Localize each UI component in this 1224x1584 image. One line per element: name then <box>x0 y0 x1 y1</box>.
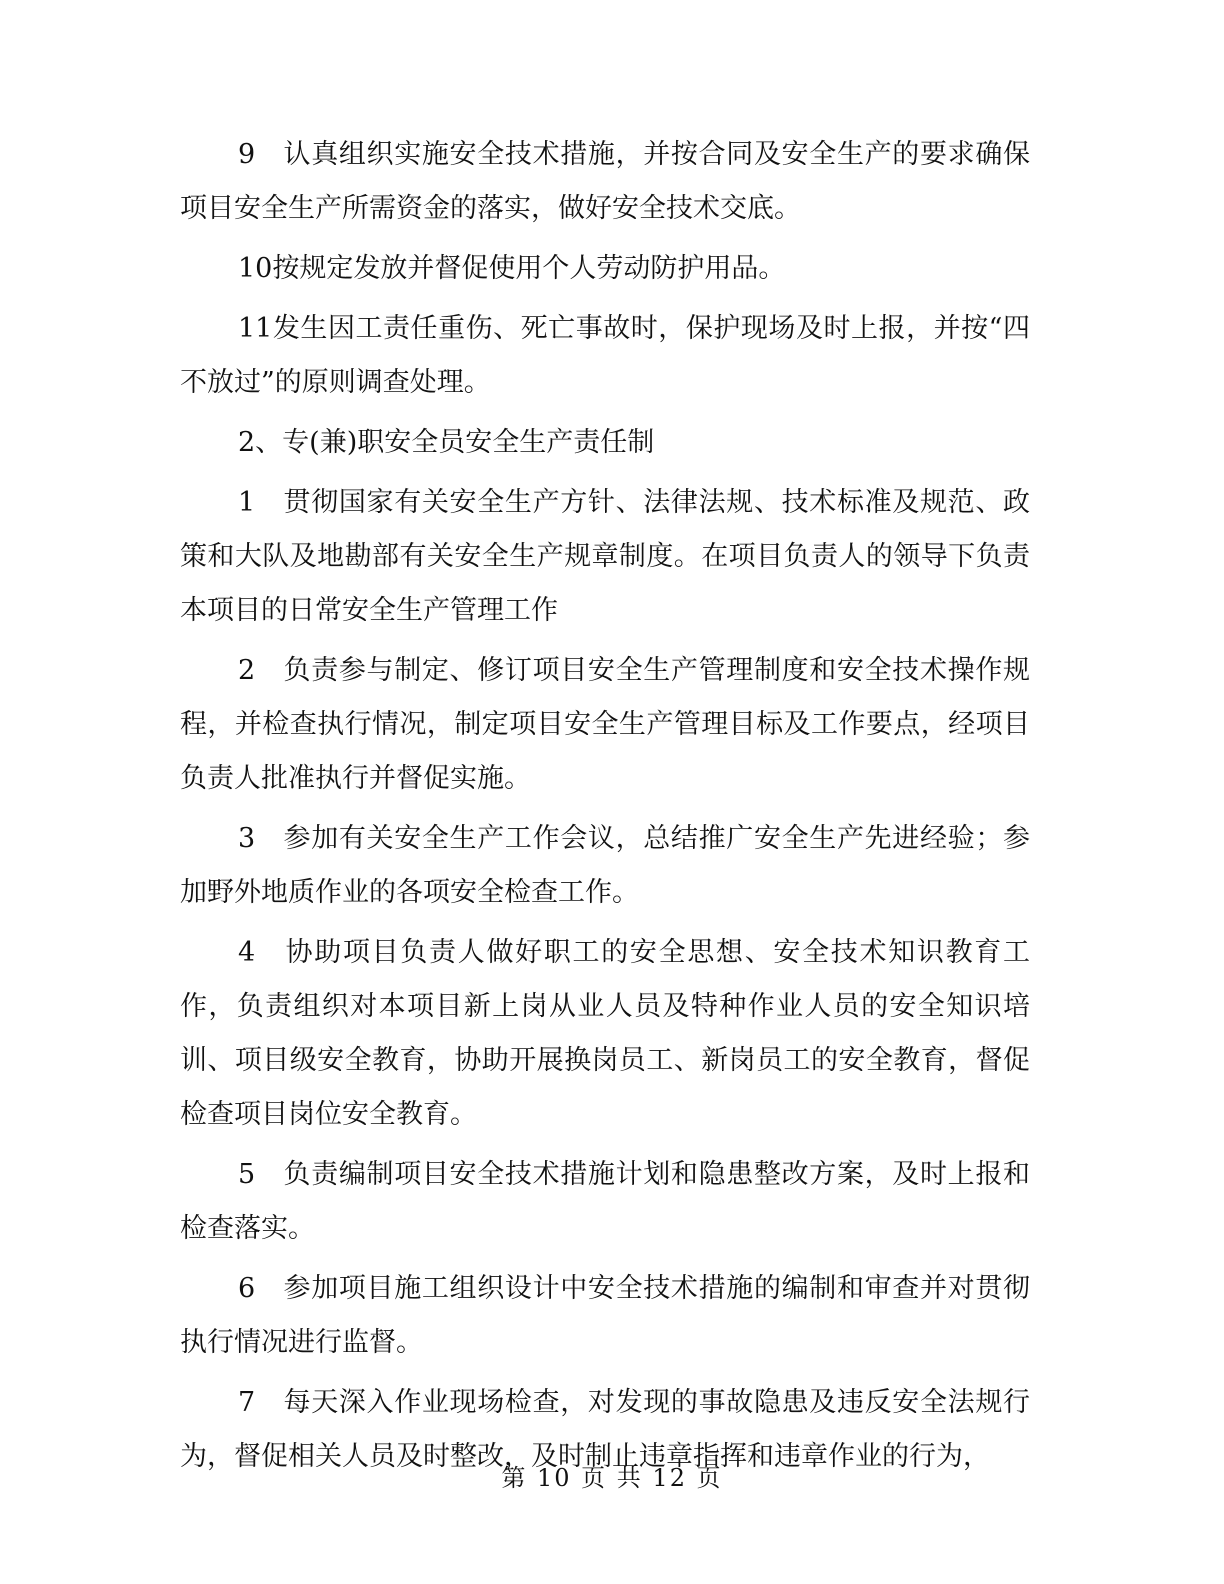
paragraph-item-11: 11发生因工责任重伤、死亡事故时，保护现场及时上报，并按“四不放过”的原则调查处理。 <box>180 313 1030 398</box>
paragraph-item-9: 9 认真组织实施安全技术措施，并按合同及安全生产的要求确保项目安全生产所需资金的落实，做好安全技术交底。 <box>180 139 1030 224</box>
paragraph-item-5: 5 负责编制项目安全技术措施计划和隐患整改方案，及时上报和检查落实。 <box>180 1159 1030 1244</box>
paragraph-item-6: 6 参加项目施工组织设计中安全技术措施的编制和审查并对贯彻执行情况进行监督。 <box>180 1273 1030 1358</box>
paragraph-item-7: 7 每天深入作业现场检查，对发现的事故隐患及违反安全法规行为，督促相关人员及时整改，及时制止违章指挥和违章作业的行为， <box>180 1387 1030 1472</box>
section-heading: 2、专(兼)职安全员安全生产责任制 <box>238 427 655 458</box>
page-number-footer: 第 10 页 共 12 页 <box>501 1464 723 1492</box>
paragraph-item-10: 10按规定发放并督促使用个人劳动防护用品。 <box>238 253 786 284</box>
paragraph-item-1: 1 贯彻国家有关安全生产方针、法律法规、技术标准及规范、政策和大队及地勘部有关安全生产规章制度。在项目负责人的领导下负责本项目的日常安全生产管理工作 <box>180 487 1030 626</box>
paragraph-item-2: 2 负责参与制定、修订项目安全生产管理制度和安全技术操作规程，并检查执行情况，制定项目安全生产管理目标及工作要点，经项目负责人批准执行并督促实施。 <box>180 655 1030 794</box>
paragraph-item-3: 3 参加有关安全生产工作会议，总结推广安全生产先进经验；参加野外地质作业的各项安全检查工作。 <box>180 823 1030 908</box>
paragraph-item-4: 4 协助项目负责人做好职工的安全思想、安全技术知识教育工作，负责组织对本项目新上岗从业人员及特种作业人员的安全知识培训、项目级安全教育，协助开展换岗员工、新岗员工的安全教育，督促检查项目岗位安全教育。 <box>180 937 1030 1130</box>
document-body <box>180 128 1030 1490</box>
